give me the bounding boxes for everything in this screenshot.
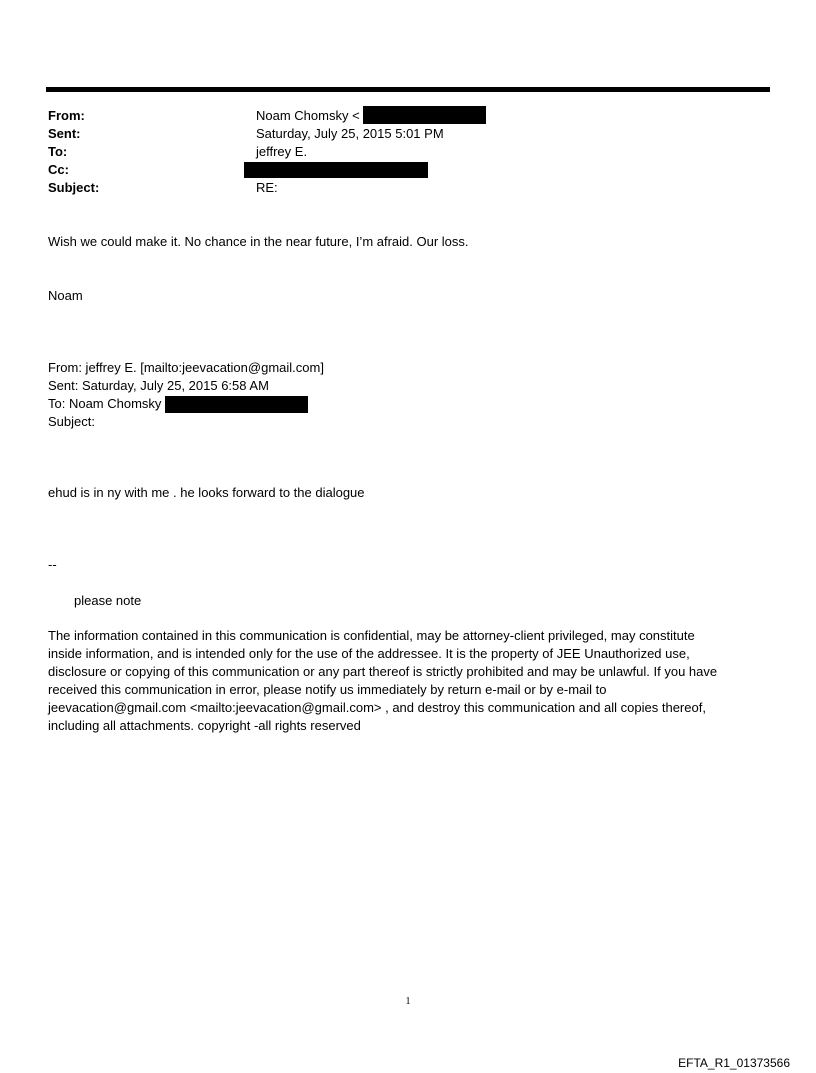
disclaimer-line: received this communication in error, please notify us immediately by return e-mail or by e-mail to [48, 682, 607, 697]
quoted-to-line: To: Noam Chomsky [48, 396, 162, 411]
bates-number: EFTA_R1_01373566 [678, 1056, 790, 1070]
subject-label: Subject: [48, 180, 100, 195]
reply-body: Wish we could make it. No chance in the near future, I’m afraid. Our loss. [48, 234, 469, 249]
header-divider [46, 87, 770, 92]
confidentiality-disclaimer [48, 627, 768, 735]
signature-separator: -- [48, 557, 57, 572]
disclaimer-line: jeevacation@gmail.com <mailto:jeevacation@gmail.com> , and destroy this communication and all copies thereof, [48, 700, 706, 715]
to-value: jeffrey E. [256, 144, 308, 159]
cc-label: Cc: [48, 162, 69, 177]
redaction-block [244, 162, 428, 178]
subject-value: RE: [256, 180, 278, 195]
reply-signature: Noam [48, 288, 83, 303]
sent-label: Sent: [48, 126, 81, 141]
please-note: please note [74, 593, 142, 608]
redaction-block [363, 106, 486, 124]
sent-value: Saturday, July 25, 2015 5:01 PM [256, 126, 444, 141]
to-label: To: [48, 144, 68, 159]
page-number: 1 [405, 996, 411, 1007]
quoted-sent-line: Sent: Saturday, July 25, 2015 6:58 AM [48, 378, 269, 393]
redaction-block [165, 396, 308, 413]
disclaimer-line: inside information, and is intended only for the use of the addressee. It is the property of JEE Unauthorized use, [48, 646, 690, 661]
from-label: From: [48, 108, 85, 123]
quoted-subject-line: Subject: [48, 414, 95, 429]
disclaimer-line: including all attachments. copyright -all rights reserved [48, 718, 361, 733]
disclaimer-line: The information contained in this communication is confidential, may be attorney-client privileged, may constitute [48, 628, 695, 643]
quoted-body: ehud is in ny with me . he looks forward to the dialogue [48, 485, 365, 500]
from-value: Noam Chomsky < [256, 108, 360, 123]
quoted-from-line: From: jeffrey E. [mailto:jeevacation@gmail.com] [48, 360, 324, 375]
disclaimer-line: disclosure or copying of this communication or any part thereof is strictly prohibited and may be unlawful. If you have [48, 664, 718, 679]
